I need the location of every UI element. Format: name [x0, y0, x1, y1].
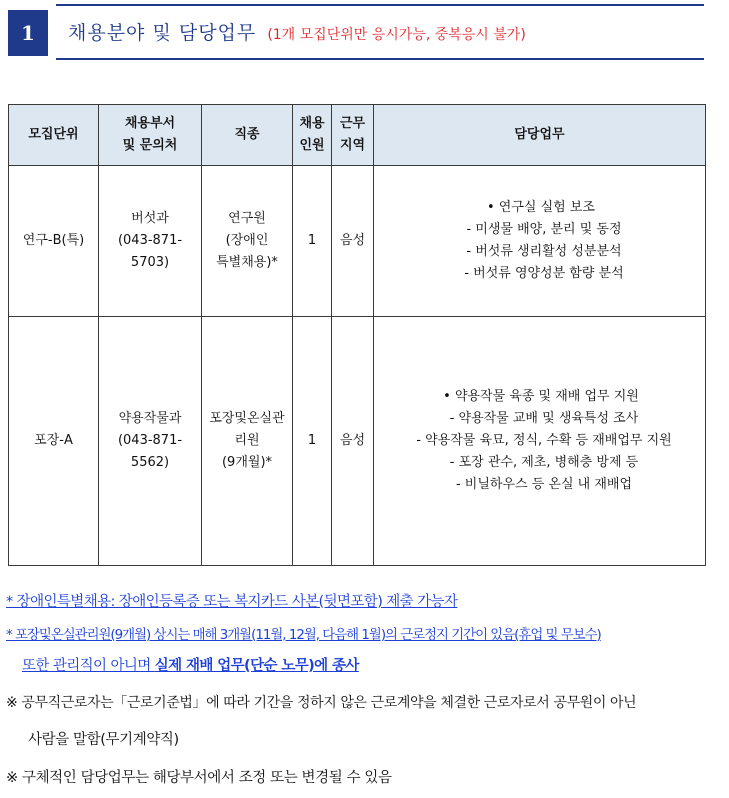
section-title-text: 채용분야 및 담당업무: [68, 22, 257, 44]
cell-count: 1: [293, 317, 332, 566]
cell-duty: [374, 317, 706, 566]
duty-head: • 연구실 실험 보조: [487, 200, 595, 215]
cell-dept: [99, 166, 202, 317]
table-row: [9, 166, 706, 317]
cell-region: 음성: [332, 317, 374, 566]
section-title: [68, 18, 526, 45]
note-definition-b: 사람을 말함(무기계약직): [28, 732, 179, 748]
col-header-count: 채용 인원: [293, 105, 332, 166]
col-header-unit: 모집단위: [9, 105, 99, 166]
note-duty-change: ※ 구체적인 담당업무는 해당부서에서 조정 또는 변경될 수 있음: [6, 770, 392, 786]
duty-item: - 버섯류 생리활성 성분분석: [466, 244, 622, 259]
section-header: [8, 4, 704, 60]
col-header-dept: [99, 105, 202, 166]
cell-unit: 연구-B(특): [9, 166, 99, 317]
note-definition-a: ※ 공무직근로자는「근로기준법」에 따라 기간을 정하지 않은 근로계약을 체결한 근로자로서 공무원이 아닌: [6, 695, 637, 711]
section-title-note: (1개 모집단위만 응시가능, 중복응시 불가): [267, 27, 526, 43]
cell-region: 음성: [332, 166, 374, 317]
note-disability: * 장애인특별채용: 장애인등록증 또는 복지카드 사본(뒷면포함) 제출 가능자: [6, 594, 458, 610]
duty-item: - 버섯류 영양성분 함량 분석: [464, 266, 624, 281]
duty-item: - 비닐하우스 등 온실 내 재배업: [455, 477, 633, 492]
col-header-duty: 담당업무: [374, 105, 706, 166]
header-bottom-rule: [56, 58, 704, 60]
cell-job: 연구원 (장애인 특별채용)*: [202, 166, 293, 317]
cell-dept-name: 약용작물과: [118, 411, 182, 426]
section-number-badge: 1: [8, 10, 48, 56]
col-header-dept-line2: 및 문의처: [122, 138, 178, 153]
cell-count: 1: [293, 166, 332, 317]
col-header-region: 근무 지역: [332, 105, 374, 166]
recruitment-table: [8, 104, 706, 566]
col-header-job: 직종: [202, 105, 293, 166]
cell-duty: [374, 166, 706, 317]
note-seasonal-b: [22, 654, 359, 675]
note-seasonal-a: * 포장및온실관리원(9개월) 상시는 매해 3개월(11월, 12월, 다음해 1월)의 근로정지 기간이 있음(휴업 및 무보수): [6, 628, 601, 643]
col-header-dept-line1: 채용부서: [124, 116, 176, 131]
cell-dept: [99, 317, 202, 566]
duty-item: - 약용작물 육묘, 정식, 수확 등 재배업무 지원: [416, 433, 672, 448]
duty-item: - 약용작물 교배 및 생육특성 조사: [449, 411, 639, 426]
duty-head: • 약용작물 육종 및 재배 업무 지원: [443, 389, 639, 404]
table-header-row: [9, 105, 706, 166]
cell-unit: 포장-A: [9, 317, 99, 566]
duty-item: - 포장 관수, 제초, 병해충 방제 등: [449, 455, 639, 470]
note-seasonal-b-text: 또한 관리직이 아니며: [22, 658, 155, 674]
cell-dept-name: 버섯과: [131, 211, 169, 226]
note-seasonal-b-bold: 실제 재배 업무(단순 노무)에 종사: [154, 658, 359, 674]
table-row: [9, 317, 706, 566]
cell-job: 포장및온실관 리원 (9개월)*: [202, 317, 293, 566]
header-top-rule: [56, 4, 704, 6]
cell-dept-phone: (043-871-5703): [117, 233, 183, 270]
duty-item: - 미생물 배양, 분리 및 동정: [466, 222, 622, 237]
cell-dept-phone: (043-871-5562): [117, 433, 183, 470]
